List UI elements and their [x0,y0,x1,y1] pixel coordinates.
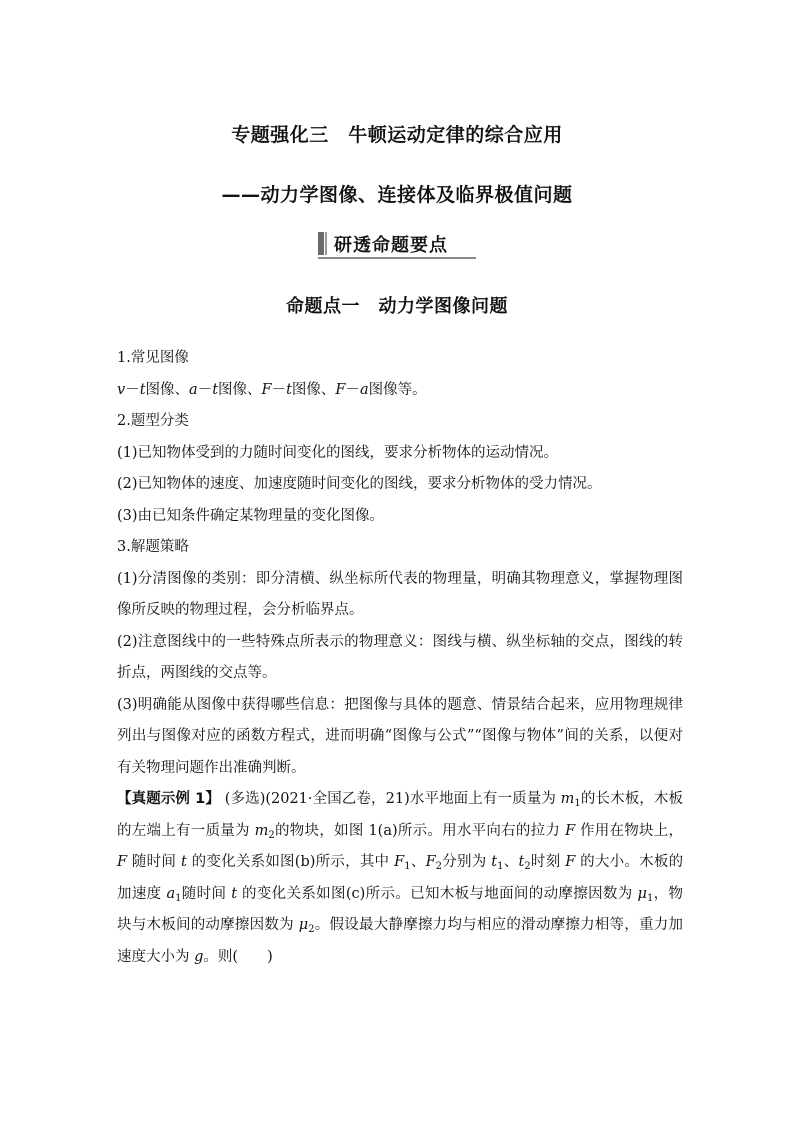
banner-bar-icon [318,232,324,255]
page-title: 专题强化三 牛顿运动定律的综合应用 [231,124,563,146]
var-F: F [565,822,576,839]
section-banner [318,229,476,259]
banner-bar-accent [325,232,327,255]
example-text: 时刻 [530,854,566,870]
strategy-item: (2)注意图线中的一些特殊点所表示的物理意义：图线与横、纵坐标轴的交点，图线的转折点，两图线的交点等。 [117,633,683,681]
var-a: a [166,885,176,902]
minus-sign: － [345,381,360,398]
banner-label: 研透命题要点 [334,235,448,256]
subscript: 2 [524,861,531,872]
var-t: t [231,885,238,902]
example-text: 的长木板，木板的左端上有一质量为 [117,791,684,839]
text-graph: 图像等。 [368,381,427,398]
var-F: F [394,854,405,870]
section-title: 命题点一 动力学图像问题 [286,296,508,317]
heading-strategy: 3.解题策略 [117,539,189,555]
var-F: F [335,381,346,398]
problem-type-item: (3)由已知条件确定某物理量的变化图像。 [117,507,385,524]
example-text: (多选)(2021·全国乙卷，21)水平地面上有一质量为 [220,791,561,807]
example-tag: 【真题示例 1】 [117,791,220,807]
var-t: t [286,381,292,398]
example-text: 的变化关系如图(b)所示，其中 [186,854,395,870]
var-t: t [139,381,146,398]
var-mu: μ [637,885,647,902]
text-graph: 图像、 [218,381,262,398]
example-text: 的物块，如图 1(a)所示。用水平向右的拉力 [274,822,566,839]
var-F: F [117,854,128,870]
body-content [117,343,683,973]
subscript: 2 [268,829,275,841]
strategy-item: (3)明确能从图像中获得哪些信息：把图像与具体的题意、情景结合起来，应用物理规律列出与图像对应的函数方程式，进而明确“图像与公式”“图像与物体”间的关系，以便对有关物理问题作出准确判断。 [117,696,683,776]
var-F: F [261,381,272,398]
text-graph: 图像、 [291,381,336,398]
example-text: 的大小。木板的加速度 [117,854,684,902]
minus-sign: － [125,381,140,398]
var-t: t [518,854,525,870]
example-text: 随时间 [127,854,181,870]
subscript: 2 [308,924,315,935]
example-text: 。则( ) [203,948,273,965]
var-F: F [565,854,576,870]
var-a: a [359,381,369,398]
var-m: m [254,822,269,839]
var-t: t [212,381,219,398]
subscript: 1 [646,892,654,904]
minus-sign: － [197,381,213,398]
var-g: g [194,948,204,965]
var-F: F [425,854,436,870]
strategy-item: (1)分清图像的类别：即分清横、纵坐标所代表的物理量，明确其物理意义，掌握物理图像所反映的物理过程，会分析临界点。 [117,570,683,618]
banner-underline [318,257,476,259]
var-t: t [180,854,187,870]
heading-problem-types: 2.题型分类 [117,413,189,429]
subscript: 1 [175,892,182,904]
example-text: 、 [503,854,519,870]
heading-common-graphs: 1.常见图像 [117,350,189,366]
var-a: a [189,381,198,398]
example-text: 分别为 [442,854,492,870]
problem-type-item: (2)已知物体的速度、加速度随时间变化的图线，要求分析物体的受力情况。 [117,476,602,492]
minus-sign: － [271,381,287,398]
example-text: 随时间 [181,885,232,902]
example-paragraph [117,784,683,973]
problem-type-item: (1)已知物体受到的力随时间变化的图线，要求分析物体的运动情况。 [117,444,559,461]
subscript: 2 [435,861,442,872]
var-m: m [560,791,575,807]
var-mu: μ [298,917,309,933]
page-subtitle: ——动力学图像、连接体及临界极值问题 [221,184,573,206]
var-t: t [491,854,498,870]
example-text: ，物块与木板间的动摩擦因数为 [117,885,684,933]
common-graphs-line [117,375,683,407]
subscript: 1 [574,798,581,809]
var-v: v [117,381,126,398]
text-graph: 图像、 [145,381,190,398]
example-text: 作用在物块上， [575,822,684,839]
example-text: 、 [410,854,426,870]
subscript: 1 [404,861,411,872]
example-text: 的变化关系如图(c)所示。已知木板与地面间的动摩擦因数为 [237,885,638,902]
subscript: 1 [497,861,504,872]
example-text: 。假设最大静摩擦力均与相应的滑动摩擦力相等，重力加速度大小为 [117,917,684,965]
